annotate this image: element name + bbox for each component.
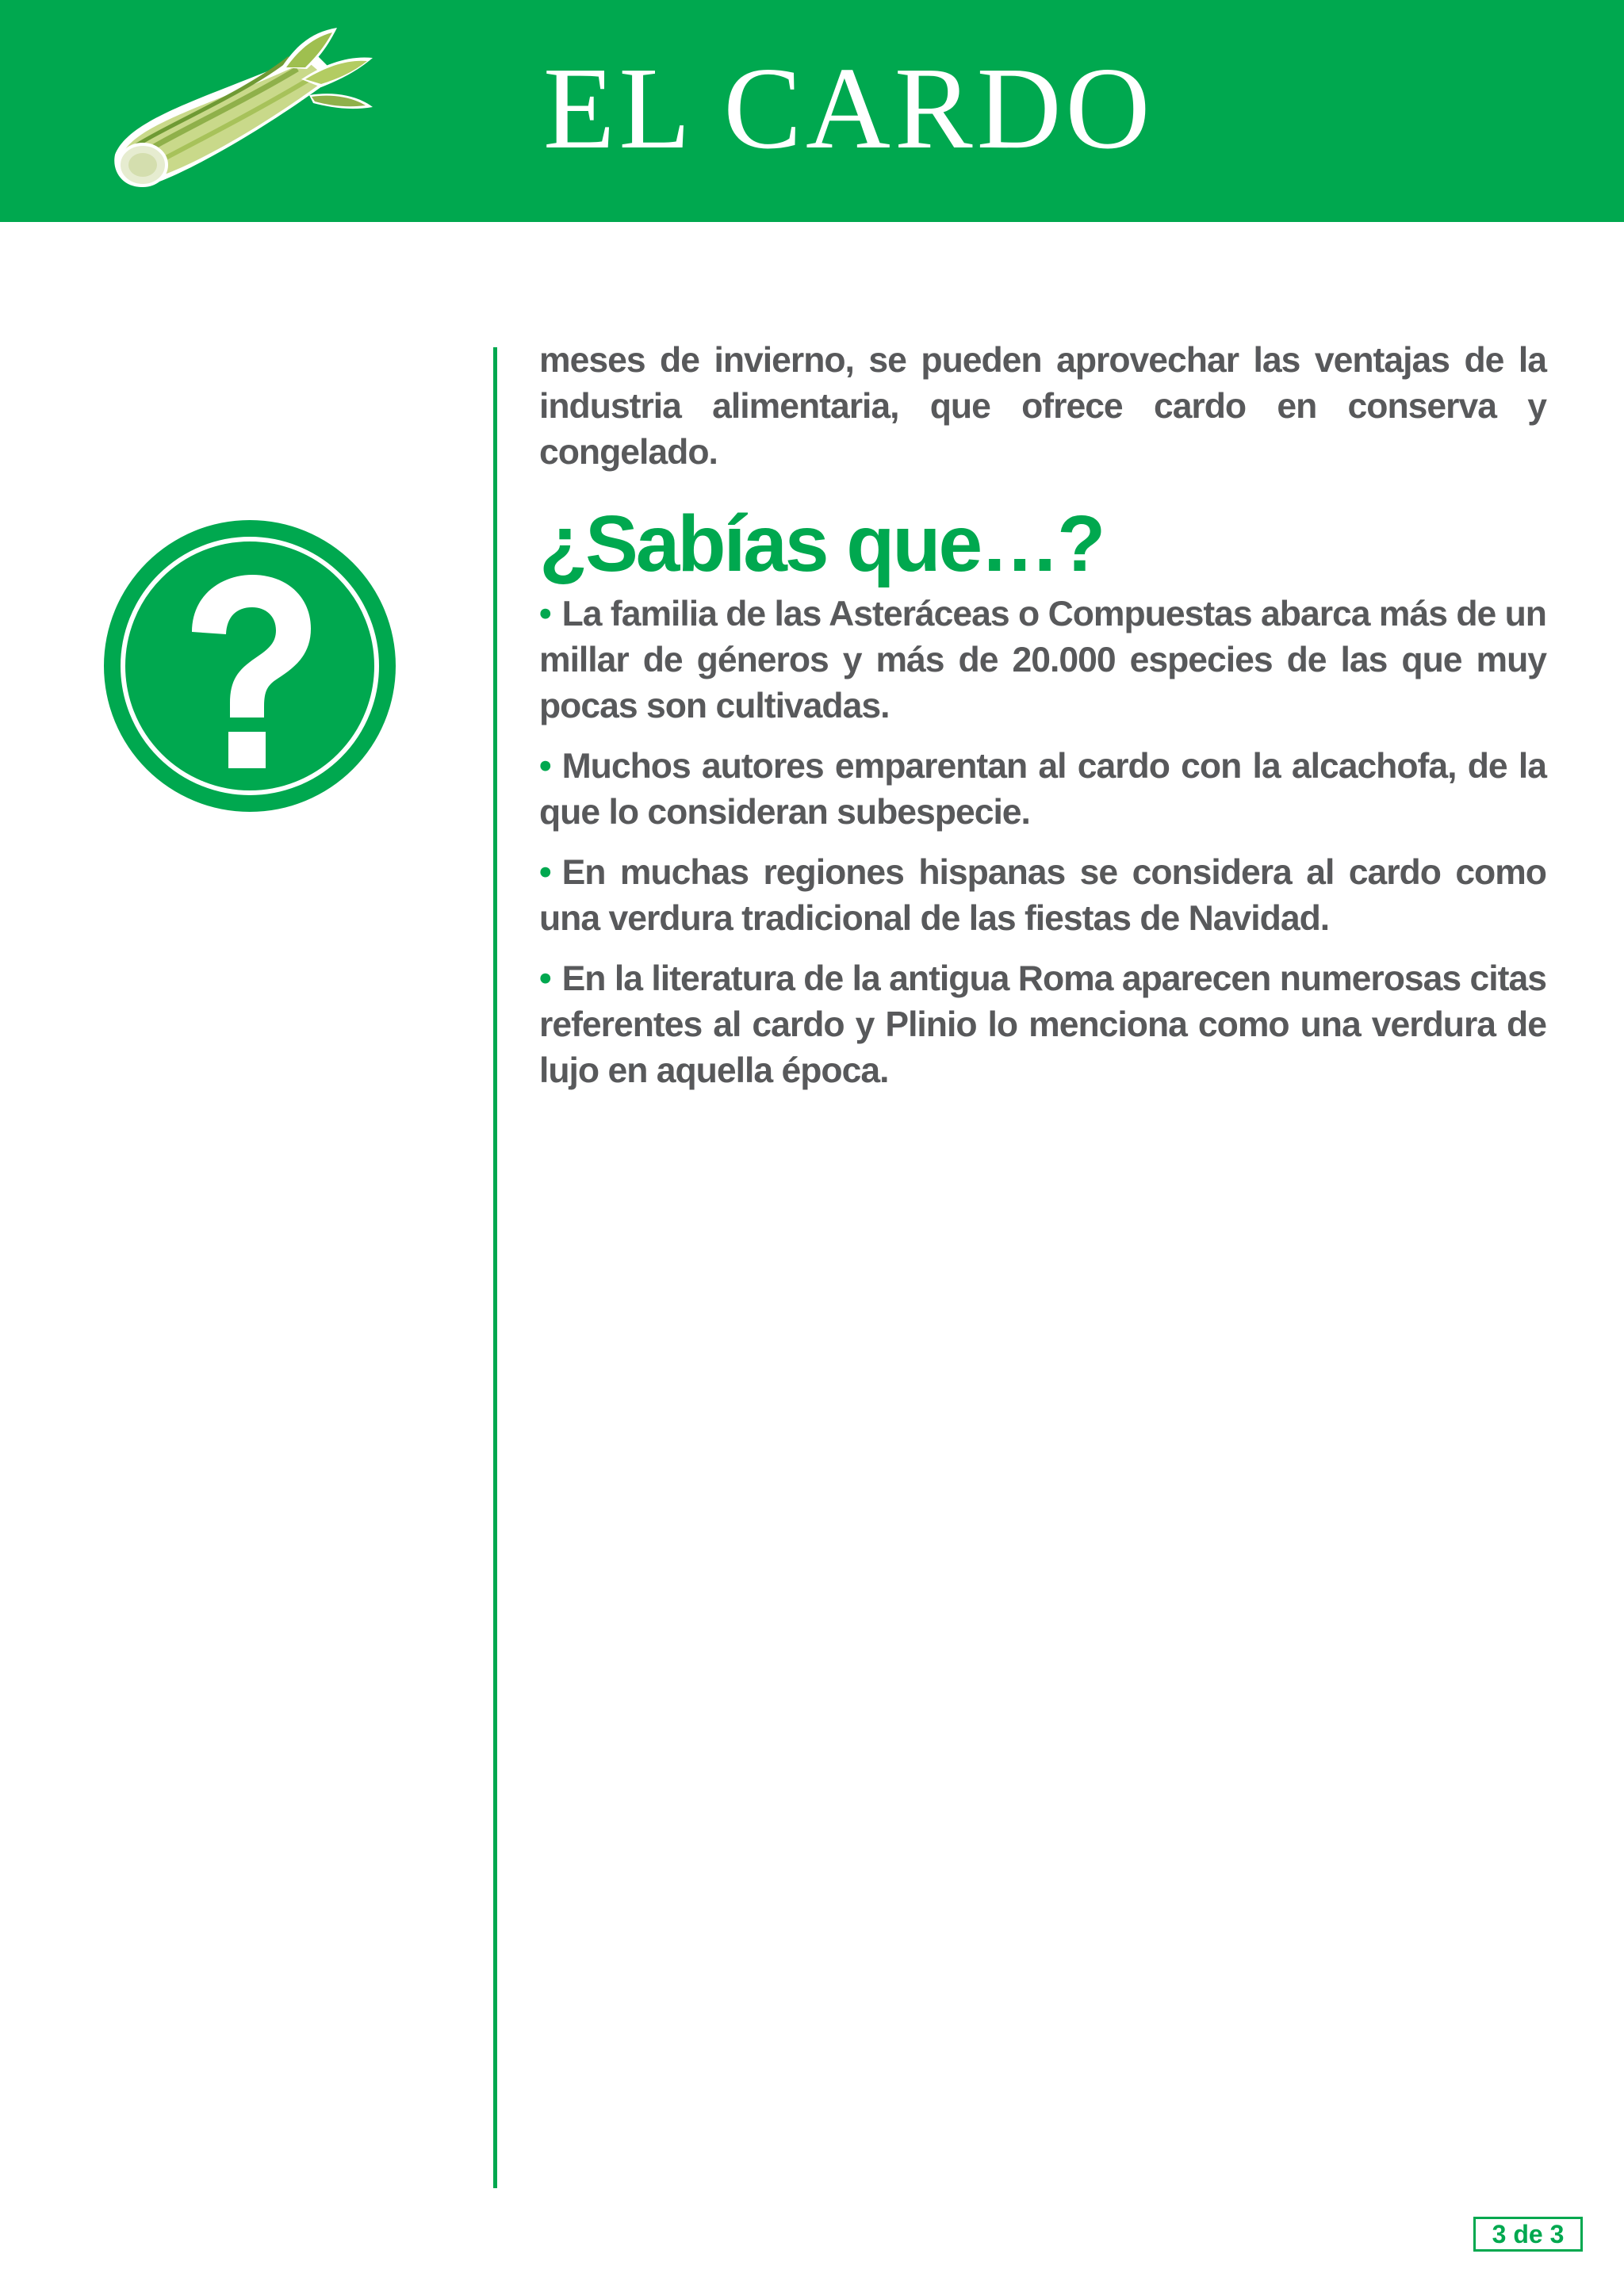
fact-text: Muchos autores emparentan al cardo con la alcachofa, de la que lo consideran subespecie. <box>539 747 1546 832</box>
vertical-divider <box>493 347 497 2188</box>
bullet-icon: • <box>539 747 551 786</box>
cardoon-stalks-icon <box>99 20 385 194</box>
fact-text: En muchas regiones hispanas se considera al cardo como una verdura tradicional de las fiestas de Navidad. <box>539 853 1546 938</box>
bullet-icon: • <box>539 959 551 998</box>
main-content <box>539 338 1546 1108</box>
fact-item <box>539 850 1546 942</box>
intro-paragraph: meses de invierno, se pueden aprovechar las ventajas de la industria alimentaria, que ofrece cardo en conserva y congelado. <box>539 341 1546 472</box>
section-heading: ¿Sabías que…? <box>539 499 1104 588</box>
fact-item <box>539 591 1546 729</box>
bullet-icon: • <box>539 853 551 892</box>
fact-item <box>539 956 1546 1094</box>
question-mark-icon <box>103 519 396 813</box>
fact-item <box>539 744 1546 836</box>
page-header <box>0 0 1624 222</box>
fact-text: La familia de las Asteráceas o Compuestas abarca más de un millar de géneros y más de 20.000 especies de las que muy pocas son cultivadas. <box>539 595 1546 725</box>
page-counter: 3 de 3 <box>1473 2217 1583 2252</box>
bullet-icon: • <box>539 595 551 633</box>
page-title: EL CARDO <box>543 44 1155 174</box>
fact-text: En la literatura de la antigua Roma aparecen numerosas citas referentes al cardo y Plinio lo menciona como una verdura de lujo en aquella época. <box>539 959 1546 1090</box>
